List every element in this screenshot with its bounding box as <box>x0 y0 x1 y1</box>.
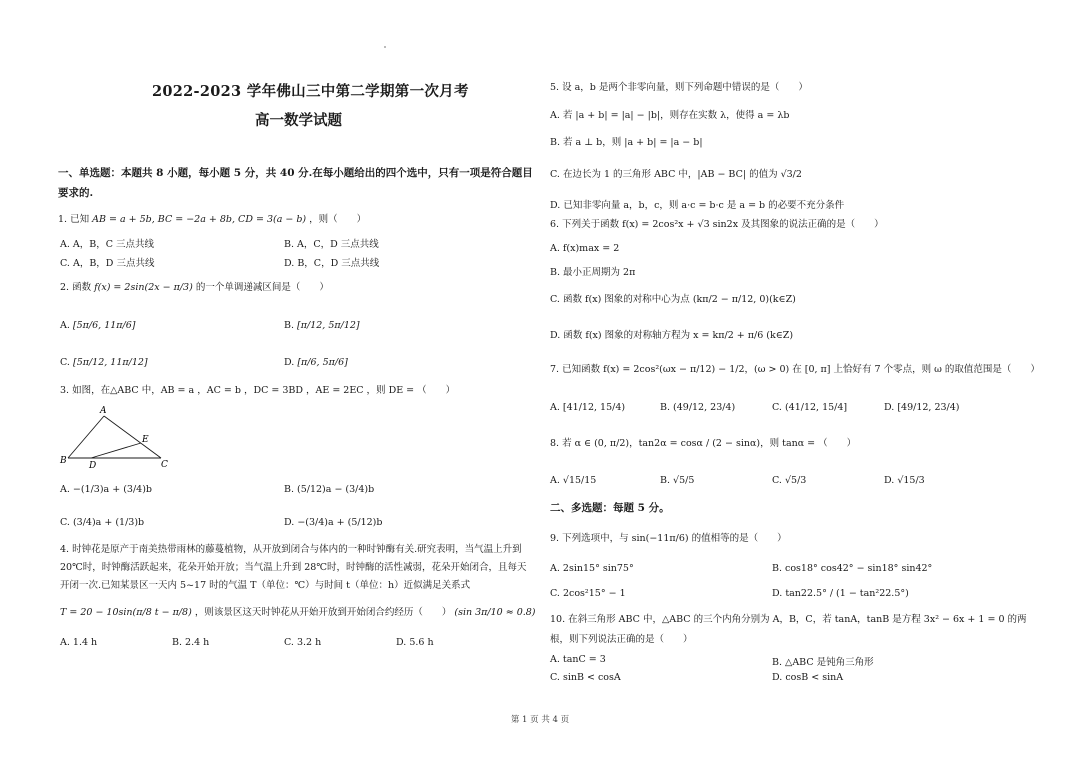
q6-option-b[interactable]: B. 最小正周期为 2π <box>550 267 636 278</box>
side-ab <box>68 416 104 458</box>
q3-option-a[interactable]: A. −(1/3)a + (3/4)b <box>60 484 153 495</box>
q8-option-d[interactable]: D. √15/3 <box>884 475 925 486</box>
q6-option-a[interactable]: A. f(x)max = 2 <box>550 243 620 254</box>
q7-stem: 7. 已知函数 f(x) = 2cos²(ωx − π/12) − 1/2，(ω > 0) 在 [0, π] 上恰好有 7 个零点，则 ω 的取值范围是（ ） <box>550 364 1040 375</box>
q7-option-d[interactable]: D. [49/12, 23/4) <box>884 402 960 413</box>
q2-option-b[interactable] <box>284 320 360 331</box>
q9-option-c[interactable]: C. 2cos²15° − 1 <box>550 588 626 599</box>
q7-option-a[interactable]: A. [41/12, 15/4) <box>550 402 626 413</box>
q10-option-c[interactable]: C. sinB < cosA <box>550 672 621 683</box>
section-2-heading: 二、多选题：每题 5 分。 <box>550 502 670 514</box>
q8-option-a[interactable]: A. √15/15 <box>550 475 597 486</box>
q5-option-a[interactable]: A. 若 |a + b| = |a| − |b|，则存在实数 λ，使得 a = λb <box>550 110 790 121</box>
q9-option-d[interactable]: D. tan22.5° / (1 − tan²22.5°) <box>772 588 909 599</box>
q4-formula: T = 20 − 10sin(π/8 t − π/8) <box>60 607 192 618</box>
q5-option-b[interactable]: B. 若 a ⊥ b，则 |a + b| = |a − b| <box>550 137 703 148</box>
q4-line-3: 开闭一次.已知某景区一天内 5~17 时的气温 T（单位：℃）与时间 t（单位：h）近似满足关系式 <box>60 580 471 591</box>
q1-stem-math: AB = a + 5b, BC = −2a + 8b, CD = 3(a − b) <box>92 214 307 225</box>
q6-option-c[interactable]: C. 函数 f(x) 图象的对称中心为点 (kπ/2 − π/12, 0)(k∈Z) <box>550 294 796 305</box>
q6-stem: 6. 下列关于函数 f(x) = 2cos²x + √3 sin2x 及其图象的说法正确的是（ ） <box>550 219 884 230</box>
q10-option-b[interactable]: B. △ABC 是钝角三角形 <box>772 657 874 668</box>
q8-option-c[interactable]: C. √5/3 <box>772 475 807 486</box>
q3-option-d[interactable]: D. −(3/4)a + (5/12)b <box>284 517 383 528</box>
vertex-b-label: B <box>60 456 67 466</box>
q10-option-d[interactable]: D. cosB < sinA <box>772 672 844 683</box>
q9-stem: 9. 下列选项中，与 sin(−11π/6) 的值相等的是（ ） <box>550 533 787 544</box>
q1-stem-suffix: ，则（ ） <box>309 214 367 225</box>
q4-line-2: 20℃时，时钟酶活跃起来，花朵开始开放；当气温上升到 28℃时，时钟酶的活性减弱，花朵开始闭合，且每天 <box>60 562 527 573</box>
q4-option-d[interactable]: D. 5.6 h <box>396 637 434 648</box>
vertex-a-label: A <box>100 406 107 416</box>
q10-line-1: 10. 在斜三角形 ABC 中，△ABC 的三个内角分别为 A，B，C，若 tanA，tanB 是方程 3x² − 6x + 1 = 0 的两 <box>550 614 1027 625</box>
q1-stem-prefix: 1. 已知 <box>58 214 90 225</box>
q2-option-b-value: [π/12, 5π/12] <box>297 320 360 331</box>
q2-option-b-label: B. <box>284 320 295 331</box>
q3-option-c[interactable]: C. (3/4)a + (1/3)b <box>60 517 145 528</box>
q2-stem-prefix: 2. 函数 <box>60 282 92 293</box>
q7-option-c[interactable]: C. (41/12, 15/4] <box>772 402 848 413</box>
q8-option-b[interactable]: B. √5/5 <box>660 475 695 486</box>
q1-option-a[interactable]: A. A，B，C 三点共线 <box>60 239 155 250</box>
q2-stem-math: f(x) = 2sin(2x − π/3) <box>94 282 193 293</box>
point-e-label: E <box>142 435 149 445</box>
q10-line-2: 根，则下列说法正确的是（ ） <box>550 634 693 645</box>
q4-option-c[interactable]: C. 3.2 h <box>284 637 322 648</box>
q2-option-c-value: [5π/12, 11π/12] <box>72 357 148 368</box>
q1-option-d[interactable]: D. B，C，D 三点共线 <box>284 258 380 269</box>
point-d-label: D <box>89 461 97 471</box>
q2-option-c-label: C. <box>60 357 70 368</box>
q2-option-d-value: [π/6, 5π/6] <box>297 357 348 368</box>
q2-option-a[interactable] <box>60 320 135 331</box>
q1-option-c[interactable]: C. A，B，D 三点共线 <box>60 258 155 269</box>
q2-stem <box>60 282 329 294</box>
scan-dot <box>384 46 386 48</box>
q1-stem <box>58 214 366 226</box>
q1-option-b[interactable]: B. A，C，D 三点共线 <box>284 239 379 250</box>
q4-line-1: 4. 时钟花是原产于南美热带雨林的藤蔓植物，从开放到闭合与体内的一种时钟酶有关.研究表明，当气温上升到 <box>60 544 522 555</box>
q4-option-b[interactable]: B. 2.4 h <box>172 637 210 648</box>
page-footer: 第 1 页 共 4 页 <box>510 715 570 725</box>
q2-option-a-value: [5π/6, 11π/6] <box>72 320 136 331</box>
q9-option-a[interactable]: A. 2sin15° sin75° <box>550 563 634 574</box>
q3-triangle-figure <box>58 402 178 472</box>
q10-option-a[interactable]: A. tanC = 3 <box>550 654 606 665</box>
q4-hint: (sin 3π/10 ≈ 0.8) <box>454 607 536 618</box>
segment-de <box>91 443 141 458</box>
q4-formula-line <box>60 607 536 619</box>
exam-subtitle: 高一数学试题 <box>255 112 342 129</box>
q2-option-d-label: D. <box>284 357 295 368</box>
q4-line-4: ，则该景区这天时钟花从开始开放到开始闭合约经历（ ） <box>194 607 452 618</box>
q8-stem: 8. 若 α ∈ (0, π/2)，tan2α = cosα / (2 − sinα)，则 tanα = （ ） <box>550 438 857 449</box>
q7-option-b[interactable]: B. (49/12, 23/4) <box>660 402 736 413</box>
q2-stem-suffix: 的一个单调递减区间是（ ） <box>195 282 329 293</box>
q4-option-a[interactable]: A. 1.4 h <box>60 637 98 648</box>
q9-option-b[interactable]: B. cos18° cos42° − sin18° sin42° <box>772 563 933 574</box>
q2-option-d[interactable] <box>284 357 348 368</box>
section-1-heading: 一、单选题：本题共 8 小题，每小题 5 分，共 40 分.在每小题给出的四个选中，只有一项是符合题目要求的. <box>58 167 533 199</box>
q6-option-d[interactable]: D. 函数 f(x) 图象的对称轴方程为 x = kπ/2 + π/6 (k∈Z) <box>550 330 794 341</box>
q3-option-b[interactable]: B. (5/12)a − (3/4)b <box>284 484 375 495</box>
q3-stem: 3. 如图，在△ABC 中，AB = a ，AC = b ，DC = 3BD ，AE = 2EC ，则 DE = （ ） <box>60 385 456 396</box>
q2-option-a-label: A. <box>60 320 70 331</box>
exam-title: 2022-2023 学年佛山三中第二学期第一次月考 <box>152 83 469 100</box>
q5-stem: 5. 设 a，b 是两个非零向量，则下列命题中错误的是（ ） <box>550 82 808 93</box>
q5-option-c[interactable]: C. 在边长为 1 的三角形 ABC 中，|AB − BC| 的值为 √3/2 <box>550 169 802 180</box>
vertex-c-label: C <box>161 460 168 470</box>
q2-option-c[interactable] <box>60 357 148 368</box>
q5-option-d[interactable]: D. 已知非零向量 a，b，c，则 a·c = b·c 是 a = b 的必要不充分条件 <box>550 200 845 211</box>
